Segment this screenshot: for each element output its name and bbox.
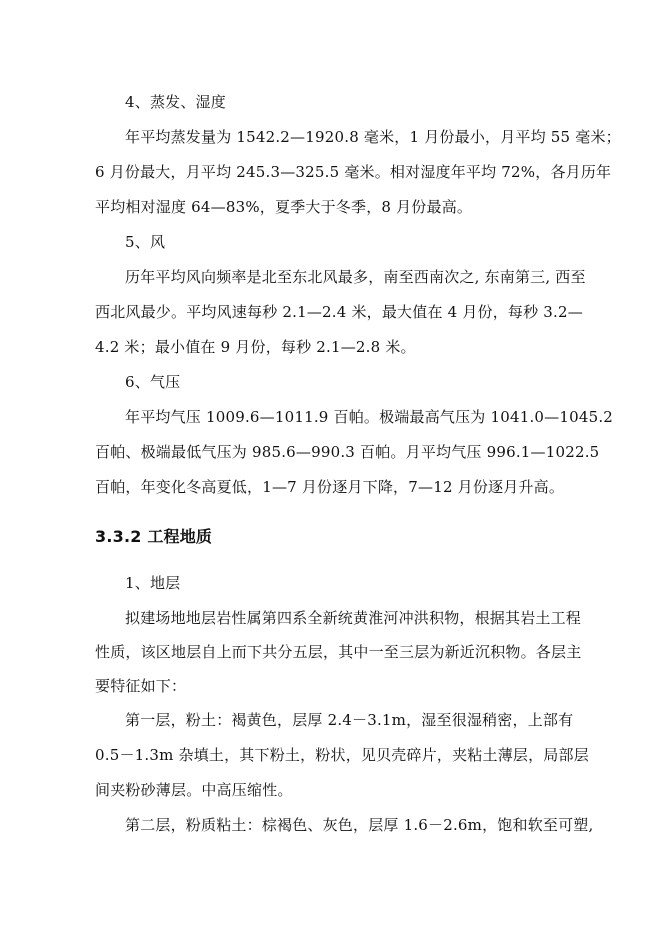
paragraph-line: 百帕、极端最低气压为 985.6—990.3 百帕。月平均气压 996.1—1022.5 bbox=[95, 443, 600, 461]
section-heading-wind: 5、风 bbox=[125, 233, 166, 251]
paragraph-line: 间夹粉砂薄层。中高压缩性。 bbox=[95, 781, 293, 799]
paragraph-line: 性质，该区地层自上而下共分五层，其中一至三层为新近沉积物。各层主 bbox=[95, 643, 582, 661]
paragraph-line: 西北风最少。平均风速每秒 2.1—2.4 米，最大值在 4 月份，每秒 3.2— bbox=[95, 303, 583, 321]
paragraph-line: 第一层，粉土：褐黄色，层厚 2.4－3.1m，湿至很湿稍密，上部有 bbox=[125, 711, 574, 729]
paragraph-line: 历年平均风向频率是北至东北风最多，南至西南次之, 东南第三, 西至 bbox=[125, 268, 586, 286]
section-heading-pressure: 6、气压 bbox=[125, 373, 181, 391]
paragraph-line: 第二层，粉质粘土：棕褐色、灰色，层厚 1.6－2.6m，饱和软至可塑, bbox=[125, 816, 594, 834]
paragraph-line: 要特征如下： bbox=[95, 677, 187, 695]
paragraph-line: 4.2 米；最小值在 9 月份，每秒 2.1—2.8 米。 bbox=[95, 338, 416, 356]
subsection-heading-strata: 1、地层 bbox=[125, 574, 181, 592]
paragraph-line: 年平均气压 1009.6—1011.9 百帕。极端最高气压为 1041.0—1045.2 bbox=[125, 408, 614, 426]
paragraph-line: 拟建场地地层岩性属第四系全新统黄淮河冲洪积物，根据其岩土工程 bbox=[125, 609, 582, 627]
section-heading-evaporation: 4、蒸发、湿度 bbox=[125, 93, 226, 111]
paragraph-line: 平均相对湿度 64—83%，夏季大于冬季，8 月份最高。 bbox=[95, 198, 473, 216]
paragraph-line: 年平均蒸发量为 1542.2—1920.8 毫米，1 月份最小，月平均 55 毫米； bbox=[125, 128, 621, 146]
paragraph-line: 百帕，年变化冬高夏低，1—7 月份逐月下降，7—12 月份逐月升高。 bbox=[95, 478, 565, 496]
paragraph-line: 6 月份最大，月平均 245.3—325.5 毫米。相对湿度年平均 72%，各月历年 bbox=[95, 163, 612, 181]
section-heading-engineering-geology: 3.3.2 工程地质 bbox=[95, 527, 213, 546]
paragraph-line: 0.5－1.3m 杂填土，其下粉土，粉状，见贝壳碎片，夹粘土薄层，局部层 bbox=[95, 746, 589, 764]
